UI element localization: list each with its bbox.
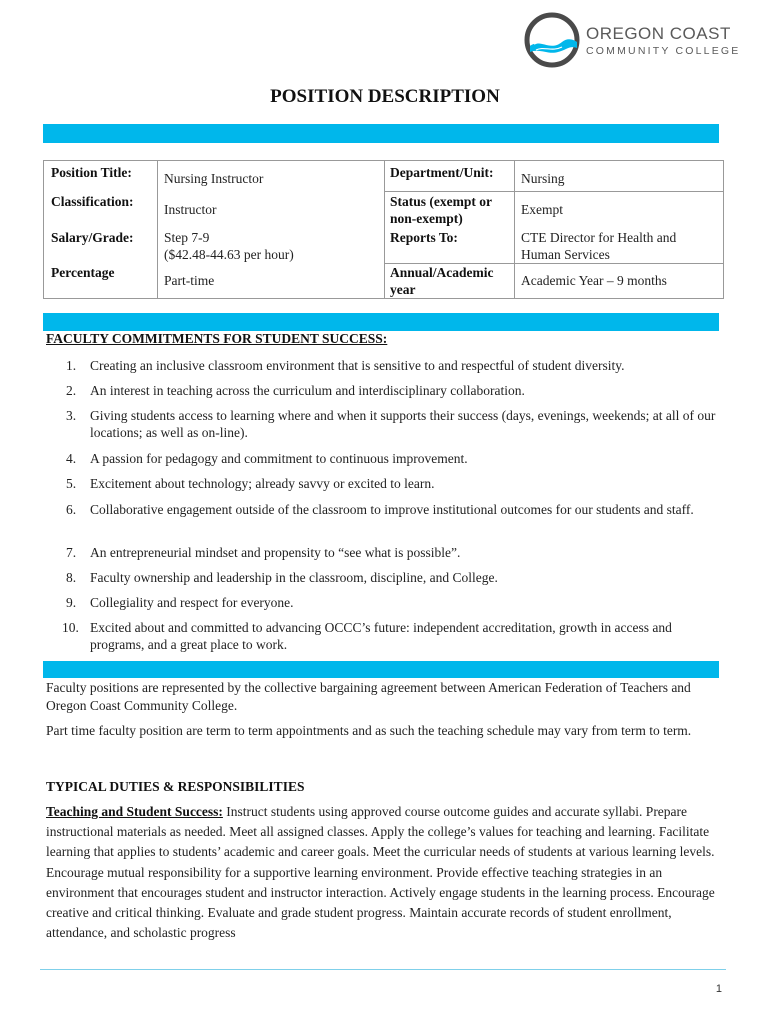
status-label	[390, 193, 492, 227]
list-item-text: Excitement about technology; already savvy or excited to learn.	[90, 476, 435, 491]
list-item-text: A passion for pedagogy and commitment to continuous improvement.	[90, 451, 468, 466]
teaching-duties-paragraph	[46, 802, 726, 943]
percentage-label: Percentage	[51, 265, 115, 280]
annual-label	[390, 264, 494, 298]
classification-value: Instructor	[164, 202, 217, 217]
college-logo	[524, 12, 741, 68]
status-label-line: non-exempt)	[390, 211, 463, 226]
list-item	[66, 407, 726, 441]
list-item	[66, 382, 726, 399]
position-info-table	[43, 160, 724, 299]
list-item	[66, 569, 726, 586]
bargaining-paragraph: Faculty positions are represented by the collective bargaining agreement between American Federation of Teachers and Oregon Coast Community College.	[46, 680, 691, 713]
page-number: 1	[715, 983, 722, 995]
list-item-text: An interest in teaching across the curriculum and interdisciplinary collaboration.	[90, 383, 525, 398]
list-item-text: Giving students access to learning where and when it supports their success (days, evenings, weekends; at all of our locations; as well as on-line).	[90, 408, 716, 440]
salary-value-line: ($42.48-44.63 per hour)	[164, 247, 294, 262]
list-item-number: 2.	[66, 383, 77, 398]
list-item-number: 6.	[66, 502, 77, 517]
list-item-number: 1.	[66, 358, 77, 373]
table-divider	[384, 191, 723, 192]
logo-name: OREGON COAST	[586, 24, 731, 43]
position-title-value: Nursing Instructor	[164, 171, 264, 186]
table-divider	[514, 161, 515, 298]
list-item-text: Excited about and committed to advancing OCCC’s future: independent accreditation, growth in access and programs, and a great place to work.	[90, 620, 672, 652]
annual-label-line: year	[390, 282, 416, 297]
teaching-text: Instruct students using approved course outcome guides and accurate syllabi. Prepare instructional materials as needed. Meet all assigned classes. Apply the college’s values for teaching and learning. Facilitate learning that applies to students’ academic and career goals. Meet the curricular needs of students at various learning levels. Encourage mutual responsibility for a supportive learning environment. Provide effective teaching strategies in an environment that encourages student and instructor interaction. Actively engage students in the learning process. Encourage creative and critical thinking. Evaluate and grade student progress. Maintain accurate records of student enrollment, attendance, and scholastic progress	[46, 804, 715, 941]
list-item-text: Faculty ownership and leadership in the classroom, discipline, and College.	[90, 570, 498, 585]
classification-label: Classification:	[51, 194, 134, 209]
list-item-number: 5.	[66, 476, 77, 491]
list-item	[66, 501, 726, 518]
department-value: Nursing	[521, 171, 565, 186]
reports-to-value-line: CTE Director for Health and	[521, 230, 677, 245]
list-item-number: 9.	[66, 595, 77, 610]
reports-to-value	[521, 229, 676, 263]
salary-label: Salary/Grade:	[51, 230, 134, 245]
table-divider	[384, 161, 385, 298]
list-item	[66, 544, 726, 561]
list-item	[66, 357, 726, 374]
table-divider	[157, 161, 158, 298]
list-item	[66, 450, 726, 467]
list-item-text: An entrepreneurial mindset and propensity to “see what is possible”.	[90, 545, 461, 560]
list-item-number: 8.	[66, 570, 77, 585]
commitments-heading: FACULTY COMMITMENTS FOR STUDENT SUCCESS:	[46, 331, 388, 346]
term-paragraph: Part time faculty position are term to term appointments and as such the teaching schedule may vary from term to term.	[46, 723, 692, 738]
accent-bar	[43, 661, 719, 678]
list-item-text: Collegiality and respect for everyone.	[90, 595, 294, 610]
list-item-number: 10.	[62, 620, 79, 635]
list-item	[66, 475, 726, 492]
department-label: Department/Unit:	[390, 165, 494, 180]
page-title: POSITION DESCRIPTION	[270, 86, 500, 107]
logo-subtitle: COMMUNITY COLLEGE	[586, 45, 741, 57]
college-logo-icon	[524, 12, 580, 68]
teaching-label: Teaching and Student Success:	[46, 804, 223, 819]
salary-value	[164, 229, 294, 263]
annual-label-line: Annual/Academic	[390, 265, 494, 280]
list-item-text: Creating an inclusive classroom environment that is sensitive to and respectful of student diversity.	[90, 358, 625, 373]
accent-bar	[43, 313, 719, 331]
list-item-number: 3.	[66, 408, 77, 423]
accent-bar	[43, 124, 719, 143]
list-item-number: 4.	[66, 451, 77, 466]
status-value: Exempt	[521, 202, 563, 217]
percentage-value: Part-time	[164, 273, 215, 288]
status-label-line: Status (exempt or	[390, 194, 492, 209]
list-item-text: Collaborative engagement outside of the classroom to improve institutional outcomes for our students and staff.	[90, 502, 694, 517]
reports-to-label: Reports To:	[390, 230, 458, 245]
list-item	[62, 619, 722, 653]
annual-value: Academic Year – 9 months	[521, 273, 667, 288]
list-item-number: 7.	[66, 545, 77, 560]
list-item	[66, 594, 726, 611]
salary-value-line: Step 7-9	[164, 230, 210, 245]
duties-heading: TYPICAL DUTIES & RESPONSIBILITIES	[46, 779, 305, 794]
position-title-label: Position Title:	[51, 165, 132, 180]
reports-to-value-line: Human Services	[521, 247, 610, 262]
footer-divider	[40, 969, 726, 970]
